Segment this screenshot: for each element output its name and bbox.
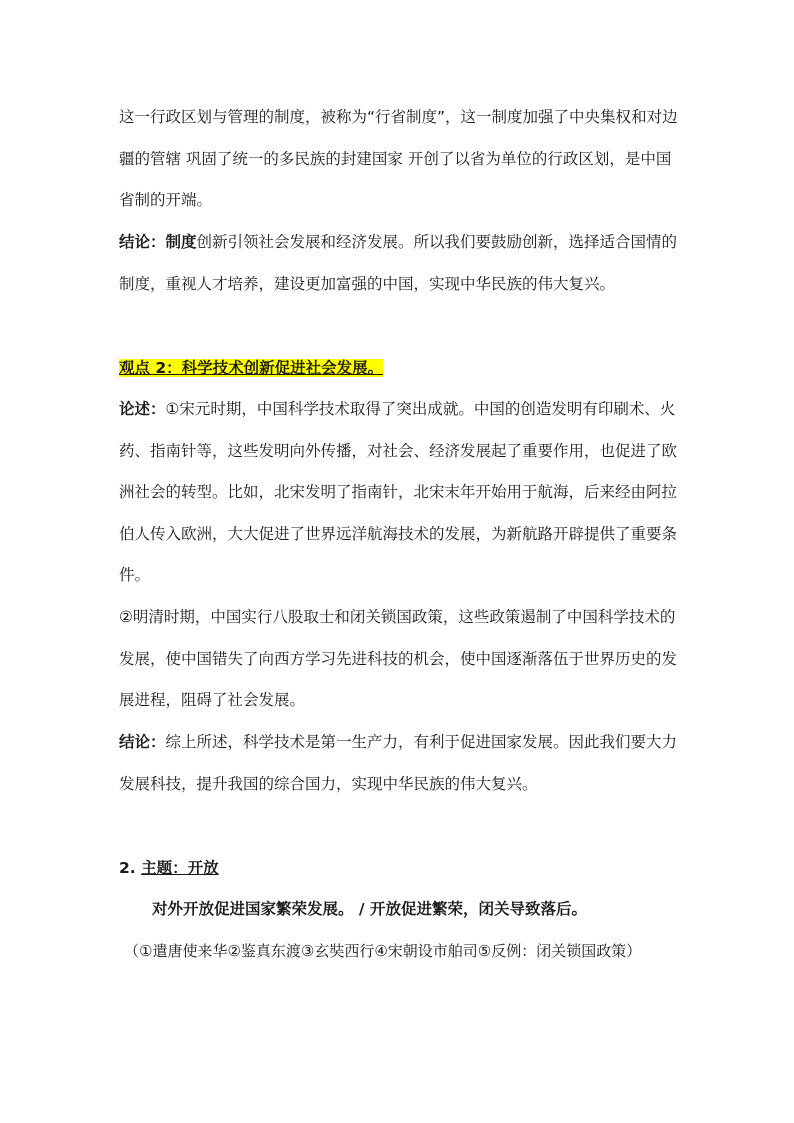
conclusion-label: 结论： [119, 733, 166, 751]
openness-thesis [152, 897, 587, 921]
paragraph-argument-2 [119, 389, 679, 597]
conclusion-keyword: 制度 [165, 233, 197, 251]
section-2-heading [119, 856, 219, 880]
paragraph-conclusion-2 [119, 722, 679, 805]
conclusion-text: 创新引领社会发展和经济发展。所以我们要鼓励创新，选择适合国情的制度，重视人才培养，建设更加富强的中国，实现中华民族的伟大复兴。 [119, 233, 678, 293]
openness-examples [124, 939, 641, 963]
argument-text-1: ①宋元时期，中国科学技术取得了突出成就。中国的创造发明有印刷术、火药、指南针等，这些发明向外传播，对社会、经济发展起了重要作用，也促进了欧洲社会的转型。比如，北宋发明了指南针，北宋末年开始用于航海，后来经由阿拉伯人传入欧洲，大大促进了世界远洋航海技术的发展，为新航路开辟提供了重要条件。 [119, 400, 678, 584]
section-number: 2. [119, 859, 136, 877]
section-title: 主题：开放 [141, 859, 219, 877]
paragraph-conclusion-1 [119, 222, 679, 305]
paragraph-argument-2-part-2 [119, 597, 679, 722]
paragraph-province-system [119, 97, 679, 222]
thesis-text: 对外开放促进国家繁荣发展。 / 开放促进繁荣，闭关导致落后。 [152, 900, 587, 918]
viewpoint-2-heading [119, 356, 383, 380]
conclusion-text: 综上所述，科学技术是第一生产力，有利于促进国家发展。因此我们要大力发展科技，提升我国的综合国力，实现中华民族的伟大复兴。 [119, 733, 678, 793]
viewpoint-2-title: 观点 2：科学技术创新促进社会发展。 [119, 359, 384, 377]
argument-text-2: ②明清时期，中国实行八股取士和闭关锁国政策，这些政策遏制了中国科学技术的发展，使中国错失了向西方学习先进科技的机会，使中国逐渐落伍于世界历史的发展进程，阻碍了社会发展。 [119, 608, 678, 709]
argument-label: 论述： [119, 400, 166, 418]
conclusion-label: 结论： [119, 233, 166, 251]
examples-text: （①遣唐使来华②鉴真东渡③玄奘西行④宋朝设市舶司⑤反例：闭关锁国政策） [124, 942, 642, 960]
paragraph-text: 这一行政区划与管理的制度，被称为“行省制度”，这一制度加强了中央集权和对边疆的管辖 巩固了统一的多民族的封建国家 开创了以省为单位的行政区划，是中国省制的开端。 [119, 108, 678, 209]
